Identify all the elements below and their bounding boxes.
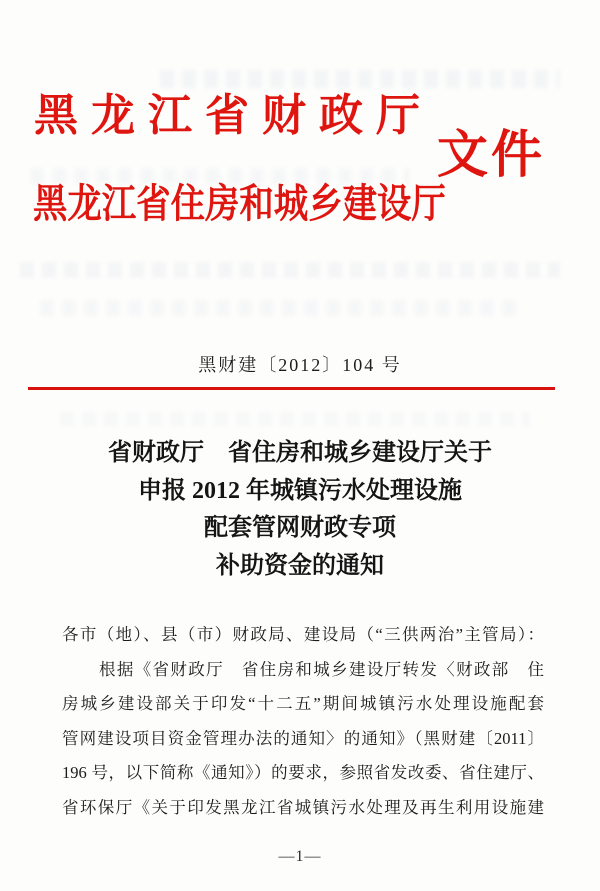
title-line: 补助资金的通知: [216, 552, 384, 579]
bleed-through-artifact: [60, 412, 530, 426]
title-line: 省财政厅 省住房和城乡建设厅关于: [108, 440, 492, 466]
body-line: 196 号，以下简称《通知》）的要求，参照省发改委、省住建厅、: [62, 763, 544, 783]
bleed-through-artifact: [40, 300, 520, 316]
document-body: [62, 618, 544, 826]
body-line: 根据《省财政厅 省住房和城乡建设厅转发〈财政部 住: [99, 659, 544, 679]
body-line: 管网建设项目资金管理办法的通知〉的通知》（黑财建〔2011〕: [62, 728, 544, 748]
body-line: 房城乡建设部关于印发“十二五”期间城镇污水处理设施配套: [62, 694, 544, 714]
page-number: —1—: [278, 848, 322, 865]
body-line: 省环保厅《关于印发黑龙江省城镇污水处理及再生利用设施建: [62, 797, 544, 817]
document-title: [0, 435, 600, 585]
body-line-salutation: 各市（地）、县（市）财政局、建设局（“三供两治”主管局）：: [62, 625, 544, 644]
reference-number: 黑财建〔2012〕104 号: [198, 355, 402, 375]
red-divider-rule: [28, 387, 555, 390]
title-line: 申报 2012 年城镇污水处理设施: [138, 477, 462, 504]
bleed-through-artifact: [160, 70, 560, 88]
agency-name-line2: 黑龙江省住房和城乡建设厅: [33, 181, 446, 226]
agency-name-line1: 黑龙江省财政厅: [34, 91, 433, 140]
title-line: 配套管网财政专项: [204, 515, 396, 541]
bleed-through-artifact: [20, 262, 560, 278]
doc-type-label: 文件: [437, 128, 546, 184]
